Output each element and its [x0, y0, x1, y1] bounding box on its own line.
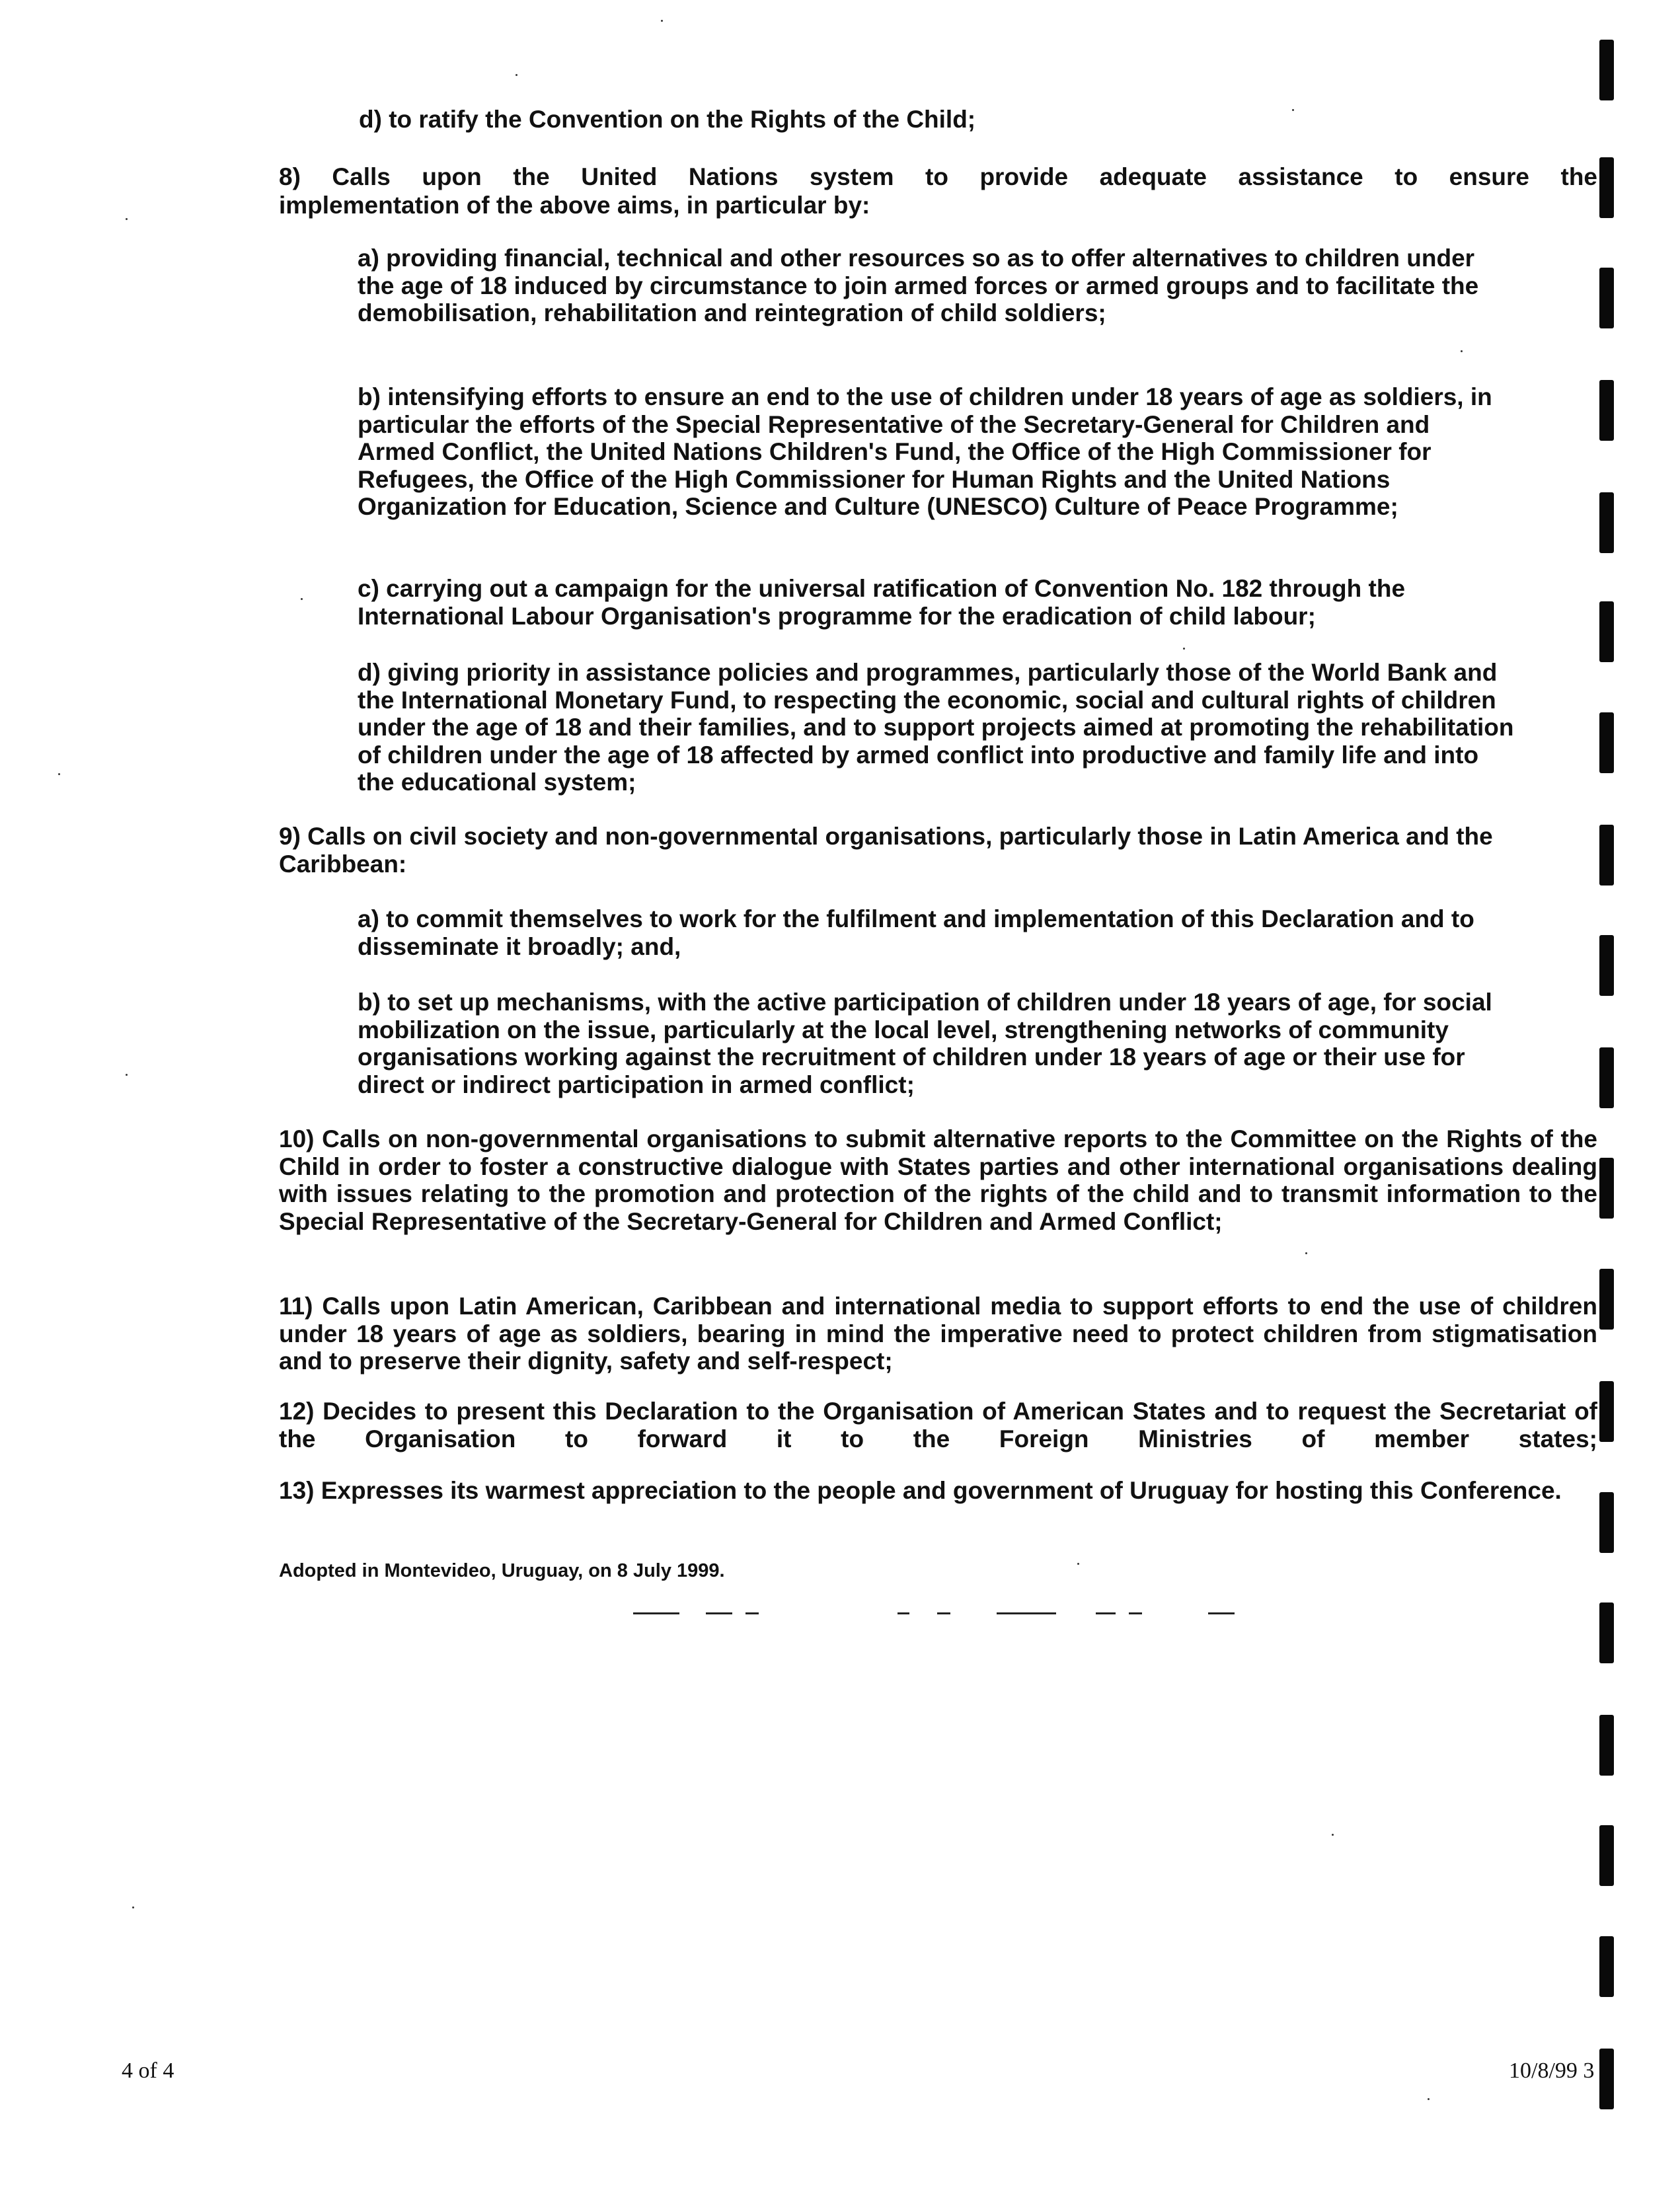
clause-8a: a) providing financial, technical and other resources so as to offer alternatives to children under the age of 18 induced by circumstance to join armed forces or armed groups and to facilitate the demobilisation, rehabilitation and reintegration of child soldiers;	[358, 245, 1479, 327]
clause-10: 10) Calls on non-governmental organisations to submit alternative reports to the Committee on the Rights of the Child in order to foster a constructive dialogue with States parties and other international organisations dealing with issues relating to the promotion and protection of the rights of the child and to transmit information to the Special Representative of the Secretary-General for Children and Armed Conflict;	[279, 1125, 1597, 1235]
margin-mark	[1599, 2049, 1614, 2109]
clause-12: 12) Decides to present this Declaration to the Organisation of American States and to request the Secretariat of the Organisation to forward it to the Foreign Ministries of member states;	[279, 1398, 1597, 1452]
clause-9: 9) Calls on civil society and non-governmental organisations, particularly those in Latin America and the Caribbean:	[279, 823, 1493, 878]
margin-mark	[1599, 1269, 1614, 1330]
margin-mark	[1599, 1825, 1614, 1886]
clause-8b: b) intensifying efforts to ensure an end to the use of children under 18 years of age as soldiers, in particular the efforts of the Special Representative of the Secretary-General for Children and Armed Conflict, the United Nations Children's Fund, the Office of the High Commissioner for Refugees, the Office of the High Commissioner for Human Rights and the United Nations Organization for Education, Science and Culture (UNESCO) Culture of Peace Programme;	[358, 383, 1492, 521]
clause-8-line2: implementation of the above aims, in particular by:	[279, 192, 870, 219]
scan-speck	[1077, 1563, 1079, 1565]
page-number: 4 of 4	[122, 2058, 174, 2083]
scan-speck	[1332, 1834, 1334, 1836]
margin-mark	[1599, 1381, 1614, 1442]
margin-mark	[1599, 1602, 1614, 1663]
clause-7d: d) to ratify the Convention on the Rights of the Child;	[359, 106, 976, 133]
scan-speck	[1305, 1252, 1307, 1254]
margin-mark	[1599, 380, 1614, 441]
footer-date: 10/8/99 3	[1509, 2058, 1595, 2083]
scan-speck	[301, 598, 303, 600]
scan-speck	[58, 773, 60, 775]
clause-9a: a) to commit themselves to work for the fulfilment and implementation of this Declaration and to disseminate it broadly; and,	[358, 905, 1474, 960]
clause-13: 13) Expresses its warmest appreciation to the people and government of Uruguay for hosting this Conference.	[279, 1477, 1562, 1504]
dashed-rule	[633, 1612, 1241, 1615]
margin-mark	[1599, 268, 1614, 328]
margin-mark	[1599, 825, 1614, 886]
clause-9b: b) to set up mechanisms, with the active participation of children under 18 years of age, for social mobilization on the issue, particularly at the local level, strengthening networks of community organisations working against the recruitment of children under 18 years of age or their use for direct or indirect participation in armed conflict;	[358, 989, 1492, 1098]
clause-8-line1: 8) Calls upon the United Nations system to provide adequate assistance to ensure the	[279, 163, 1597, 190]
margin-mark	[1599, 1715, 1614, 1776]
adoption-note: Adopted in Montevideo, Uruguay, on 8 July 1999.	[279, 1560, 725, 1581]
scan-speck	[515, 74, 517, 76]
scan-speck	[126, 218, 128, 220]
clause-11: 11) Calls upon Latin American, Caribbean and international media to support efforts to end the use of children under 18 years of age as soldiers, bearing in mind the imperative need to protect children from stigmatisation and to preserve their dignity, safety and self-respect;	[279, 1293, 1597, 1375]
margin-mark	[1599, 1492, 1614, 1553]
margin-mark	[1599, 1047, 1614, 1108]
scan-speck	[126, 1074, 128, 1076]
margin-mark	[1599, 1936, 1614, 1997]
clause-8c: c) carrying out a campaign for the universal ratification of Convention No. 182 through the International Labour Organisation's programme for the eradication of child labour;	[358, 575, 1406, 630]
margin-mark	[1599, 492, 1614, 553]
scan-speck	[661, 20, 663, 22]
scan-speck	[132, 1906, 134, 1908]
scan-speck	[1428, 2098, 1430, 2100]
margin-mark	[1599, 712, 1614, 773]
clause-8d: d) giving priority in assistance policies and programmes, particularly those of the World Bank and the International Monetary Fund, to respecting the economic, social and cultural rights of children under the age of 18 and their families, and to support projects aimed at promoting the rehabilitation of children under the age of 18 affected by armed conflict into productive and family life and into the educational system;	[358, 659, 1514, 796]
scan-speck	[1292, 109, 1294, 111]
margin-mark	[1599, 601, 1614, 662]
margin-mark	[1599, 40, 1614, 100]
scan-speck	[1461, 350, 1463, 352]
margin-mark	[1599, 1158, 1614, 1219]
scan-speck	[1183, 648, 1185, 650]
margin-mark	[1599, 935, 1614, 996]
margin-mark	[1599, 157, 1614, 218]
